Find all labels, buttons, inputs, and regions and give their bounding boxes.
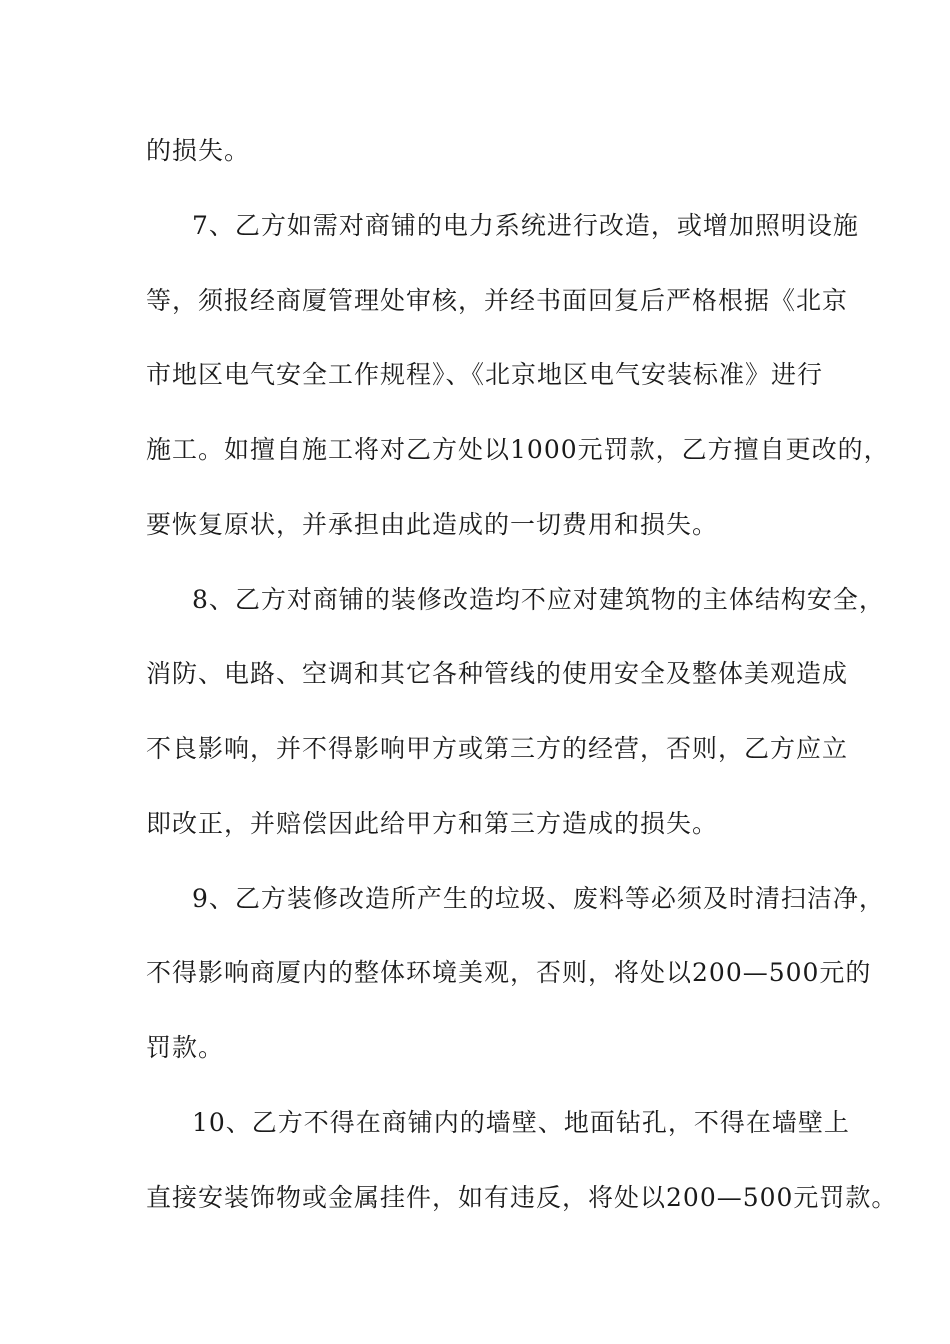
paragraph-line: 罚款。 <box>146 1033 225 1062</box>
clause-9-line: 9、乙方装修改造所产生的垃圾、废料等必须及时清扫洁净， <box>192 884 885 913</box>
clause-10-line: 10、乙方不得在商铺内的墙壁、地面钻孔，不得在墙壁上 <box>192 1108 850 1137</box>
paragraph-line: 市地区电气安全工作规程》、《北京地区电气安装标准》进行 <box>146 360 824 389</box>
paragraph-line: 即改正，并赔偿因此给甲方和第三方造成的损失。 <box>146 809 719 838</box>
paragraph-line: 施工。如擅自施工将对乙方处以1000元罚款，乙方擅自更改的， <box>146 435 890 464</box>
clause-7-line: 7、乙方如需对商铺的电力系统进行改造，或增加照明设施 <box>192 211 859 240</box>
paragraph-line: 不得影响商厦内的整体环境美观，否则，将处以200—500元的 <box>146 958 872 987</box>
paragraph-line: 消防、电路、空调和其它各种管线的使用安全及整体美观造成 <box>146 659 849 688</box>
paragraph-line: 不良影响，并不得影响甲方或第三方的经营，否则，乙方应立 <box>146 734 849 763</box>
clause-8-line: 8、乙方对商铺的装修改造均不应对建筑物的主体结构安全， <box>192 585 885 614</box>
paragraph-line: 直接安装饰物或金属挂件，如有违反，将处以200—500元罚款。 <box>146 1183 898 1212</box>
paragraph-line: 的损失。 <box>146 136 251 165</box>
paragraph-line: 要恢复原状，并承担由此造成的一切费用和损失。 <box>146 510 719 539</box>
paragraph-line: 等，须报经商厦管理处审核，并经书面回复后严格根据《北京 <box>146 286 849 315</box>
